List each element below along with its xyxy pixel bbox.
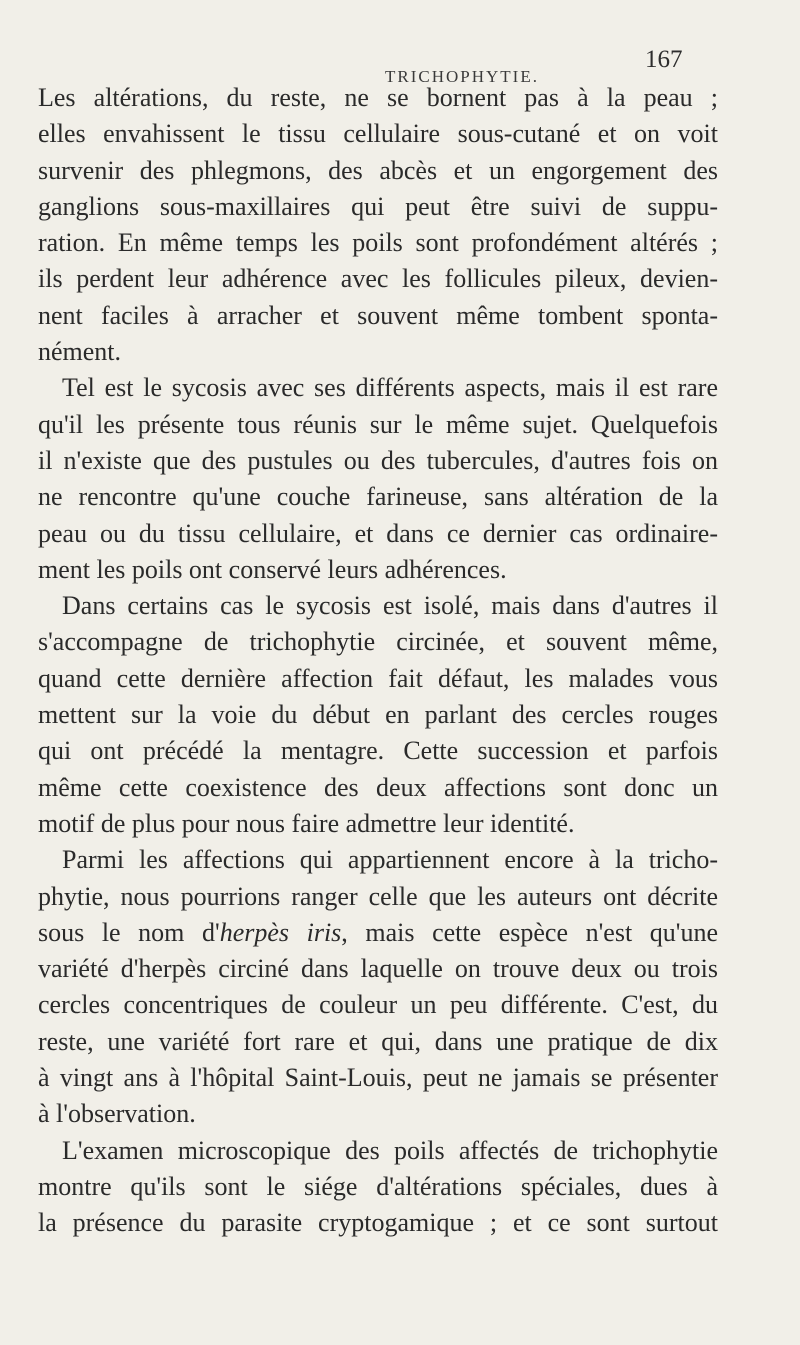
text-line: montre qu'ils sont le siége d'altérations spéciales, dues à bbox=[38, 1171, 718, 1201]
text-line: motif de plus pour nous faire admettre leur identité. bbox=[38, 808, 575, 838]
text-line: qui ont précédé la mentagre. Cette succession et parfois bbox=[38, 736, 718, 766]
text-line: elles envahissent le tissu cellulaire sous-cutané et on voit bbox=[38, 119, 718, 149]
text-line: Les altérations, du reste, ne se bornent pas à la peau ; bbox=[38, 83, 718, 112]
text-line: il n'existe que des pustules ou des tubercules, d'autres fois on bbox=[38, 445, 718, 475]
text-line: L'examen microscopique des poils affectés de trichophytie bbox=[62, 1135, 718, 1165]
text-line: la présence du parasite cryptogamique ; et ce sont surtout bbox=[38, 1208, 718, 1238]
text-line: même cette coexistence des deux affections sont donc un bbox=[38, 772, 718, 802]
body-text bbox=[38, 80, 718, 1242]
text-line: à vingt ans à l'hôpital Saint-Louis, peut ne jamais se présenter bbox=[38, 1063, 718, 1093]
page-number: 167 bbox=[645, 46, 683, 73]
text-line: peau ou du tissu cellulaire, et dans ce dernier cas ordinaire- bbox=[38, 518, 718, 548]
text-line: Dans certains cas le sycosis est isolé, mais dans d'autres il bbox=[62, 591, 718, 621]
text-line: s'accompagne de trichophytie circinée, et souvent même, bbox=[38, 627, 718, 657]
italic-term: herpès iris bbox=[219, 917, 342, 947]
text-line: qu'il les présente tous réunis sur le même sujet. Quelquefois bbox=[38, 409, 718, 439]
running-head: TRICHOPHYTIE. bbox=[385, 67, 539, 86]
text-line: ne rencontre qu'une couche farineuse, sans altération de la bbox=[38, 482, 718, 512]
text-line bbox=[38, 915, 718, 951]
text-line: ganglions sous-maxillaires qui peut être suivi de suppu- bbox=[38, 191, 718, 221]
text-line: variété d'herpès circiné dans laquelle on trouve deux ou trois bbox=[38, 954, 718, 984]
text-line: survenir des phlegmons, des abcès et un engorgement des bbox=[38, 155, 718, 185]
text-line: nent faciles à arracher et souvent même tombent sponta- bbox=[38, 300, 718, 330]
text-line: à l'observation. bbox=[38, 1099, 196, 1129]
text-line: ment les poils ont conservé leurs adhérences. bbox=[38, 554, 507, 584]
text-line: phytie, nous pourrions ranger celle que les auteurs ont décrite bbox=[38, 881, 718, 911]
text-line: Parmi les affections qui appartiennent encore à la tricho- bbox=[62, 845, 718, 875]
text-segment: , mais cette espèce n'est qu'une bbox=[341, 917, 718, 947]
text-line: quand cette dernière affection fait défaut, les malades vous bbox=[38, 663, 718, 693]
text-line: nément. bbox=[38, 337, 122, 367]
text-line: mettent sur la voie du début en parlant des cercles rouges bbox=[38, 700, 718, 730]
text-line: Tel est le sycosis avec ses différents aspects, mais il est rare bbox=[62, 373, 718, 403]
text-line: cercles concentriques de couleur un peu différente. C'est, du bbox=[38, 990, 718, 1020]
text-segment: sous le nom d' bbox=[38, 917, 220, 947]
text-line: reste, une variété fort rare et qui, dans une pratique de dix bbox=[38, 1026, 718, 1056]
text-line: ils perdent leur adhérence avec les follicules pileux, devien- bbox=[38, 264, 718, 294]
text-line: ration. En même temps les poils sont profondément altérés ; bbox=[38, 228, 718, 258]
